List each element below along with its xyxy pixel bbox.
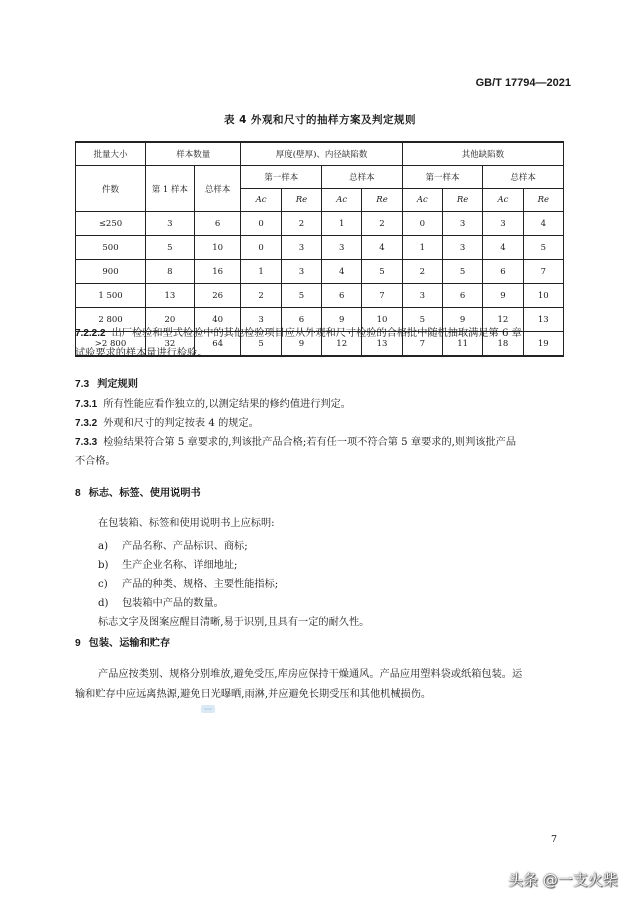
table-cell: 5 (146, 236, 195, 260)
table-cell: 0 (241, 212, 281, 236)
list-item (98, 594, 224, 609)
table-row (76, 212, 564, 236)
list-item (98, 556, 238, 571)
header-ac: Ac (483, 189, 523, 212)
table-cell: 4 (322, 260, 362, 284)
table-cell: 20 (146, 308, 195, 332)
header-pieces: 件数 (76, 166, 146, 212)
table-cell: 10 (362, 308, 402, 332)
table-cell: 18 (483, 332, 523, 357)
table-cell: 3 (402, 284, 442, 308)
table-row (76, 260, 564, 284)
table-cell: 9 (442, 308, 482, 332)
table-cell: 4 (362, 236, 402, 260)
list-marker: d) (98, 598, 109, 609)
list-marker: a) (98, 541, 109, 552)
header-first-sample: 第 1 样本 (146, 166, 195, 212)
header-ac: Ac (402, 189, 442, 212)
section-number: 7.3 (75, 379, 90, 390)
table-cell: 0 (241, 236, 281, 260)
clause-text: 外观和尺寸的判定按表 4 的规定。 (103, 418, 259, 429)
header-ac: Ac (322, 189, 362, 212)
list-marker: b) (98, 560, 109, 571)
table-row (76, 284, 564, 308)
table-cell: 10 (194, 236, 241, 260)
list-text: 包装箱中产品的数量。 (122, 598, 224, 609)
clause-7-3-3 (75, 433, 575, 453)
table-cell: 3 (442, 236, 482, 260)
clause-7-2-2-2 (75, 324, 575, 344)
table-cell: 5 (523, 236, 563, 260)
table-cell: 500 (76, 236, 146, 260)
table-cell: 64 (194, 332, 241, 357)
header-thickness-first-sample: 第一样本 (241, 166, 322, 189)
table-cell: 6 (322, 284, 362, 308)
table-cell: 1 (241, 260, 281, 284)
faint-stamp-icon (200, 703, 216, 715)
table-cell: 2 (402, 260, 442, 284)
watermark: 头条 @一支火柴 (508, 871, 618, 889)
header-other-defects: 其他缺陷数 (402, 142, 563, 166)
table-cell: 10 (523, 284, 563, 308)
section-title: 判定规则 (97, 379, 138, 390)
clause-text: 检验结果符合第 5 章要求的,判该批产品合格;若有任一项不符合第 5 章要求的,则判该批产品 (103, 437, 517, 448)
header-other-total-sample: 总样本 (483, 166, 564, 189)
clause-text: 所有性能应看作独立的,以测定结果的修约值进行判定。 (103, 399, 351, 410)
list-text: 生产企业名称、详细地址; (122, 560, 238, 571)
table-cell: 16 (194, 260, 241, 284)
table-cell: 7 (402, 332, 442, 357)
table-cell: 4 (483, 236, 523, 260)
clause-number: 7.2.2.2 (75, 328, 106, 339)
header-re: Re (523, 189, 563, 212)
table-cell: 32 (146, 332, 195, 357)
standard-code: GB/T 17794—2021 (475, 77, 571, 89)
header-thickness-defects: 厚度(壁厚)、内径缺陷数 (241, 142, 402, 166)
list-item (98, 537, 248, 552)
table-cell: 6 (281, 308, 321, 332)
header-other-first-sample: 第一样本 (402, 166, 483, 189)
section-9-para-cont (75, 685, 575, 705)
table-row (76, 236, 564, 260)
list-text: 产品的种类、规格、主要性能指标; (122, 579, 279, 590)
table-cell: 0 (402, 212, 442, 236)
page-number: 7 (551, 834, 558, 845)
clause-text: 试验要求的样本量进行检验。 (75, 348, 208, 359)
table-cell: 3 (241, 308, 281, 332)
table-cell: 6 (483, 260, 523, 284)
list-text: 产品名称、产品标识、商标; (122, 541, 248, 552)
list-marker: c) (98, 579, 108, 590)
table-cell: 3 (146, 212, 195, 236)
table-cell: 6 (442, 284, 482, 308)
table-cell: 7 (362, 284, 402, 308)
paragraph-text: 标志文字及图案应醒目清晰,易于识别,且具有一定的耐久性。 (98, 617, 370, 628)
paragraph-text: 输和贮存中应远离热源,避免日光曝晒,雨淋,并应避免长期受压和其他机械损伤。 (75, 689, 432, 700)
section-9-para (98, 665, 598, 685)
table-title: 表 4 外观和尺寸的抽样方案及判定规则 (223, 114, 417, 126)
table-cell: 9 (483, 284, 523, 308)
table-cell: 9 (322, 308, 362, 332)
section-heading-8 (75, 484, 201, 499)
header-thickness-total-sample: 总样本 (322, 166, 403, 189)
table-cell: 3 (281, 236, 321, 260)
header-batch-size: 批量大小 (76, 142, 146, 166)
table-cell: 19 (523, 332, 563, 357)
table-cell: 1 500 (76, 284, 146, 308)
table-cell: 7 (523, 260, 563, 284)
table-cell: 2 (362, 212, 402, 236)
section-8-intro (98, 514, 598, 534)
table-cell: 4 (523, 212, 563, 236)
clause-number: 7.3.3 (75, 437, 98, 448)
table-cell: 13 (523, 308, 563, 332)
table-cell: 1 (322, 212, 362, 236)
table-cell: 3 (322, 236, 362, 260)
table-cell: 12 (483, 308, 523, 332)
table-cell: 5 (402, 308, 442, 332)
clause-7-3-2 (75, 414, 575, 434)
table-cell: 26 (194, 284, 241, 308)
table-cell: 3 (442, 212, 482, 236)
clause-number: 7.3.2 (75, 418, 98, 429)
header-total-sample: 总样本 (194, 166, 241, 212)
clause-number: 7.3.1 (75, 399, 98, 410)
table-cell: 8 (146, 260, 195, 284)
section-heading-9 (75, 634, 170, 649)
section-title: 包装、运输和贮存 (88, 638, 171, 649)
header-re: Re (281, 189, 321, 212)
table-cell: 2 800 (76, 308, 146, 332)
header-re: Re (362, 189, 402, 212)
header-sample-qty: 样本数量 (146, 142, 241, 166)
table-cell: 6 (194, 212, 241, 236)
section-number: 9 (75, 638, 81, 649)
paragraph-text: 在包装箱、标签和使用说明书上应标明: (98, 518, 275, 529)
section-8-outro-text (98, 613, 369, 628)
clause-text: 出厂检验和型式检验中的其他检验项目应从外观和尺寸检验的合格批中随机抽取满足第 6 章 (111, 328, 522, 339)
list-item (98, 575, 278, 590)
paragraph-text: 产品应按类别、规格分别堆放,避免受压,库房应保持干燥通风。产品应用塑料袋或纸箱包装。运 (98, 669, 523, 680)
table-cell: 11 (442, 332, 482, 357)
table-cell: 13 (146, 284, 195, 308)
table-cell: 900 (76, 260, 146, 284)
table-cell: 2 (241, 284, 281, 308)
table-cell: 9 (281, 332, 321, 357)
clause-7-3-3-cont (75, 452, 575, 472)
table-cell: 3 (281, 260, 321, 284)
clause-7-2-2-2-cont (75, 344, 575, 364)
header-re: Re (442, 189, 482, 212)
table-cell: 2 (281, 212, 321, 236)
table-cell: 5 (442, 260, 482, 284)
header-ac: Ac (241, 189, 281, 212)
section-heading-7-3 (75, 375, 138, 390)
table-cell: 5 (362, 260, 402, 284)
table-cell: >2 800 (76, 332, 146, 357)
clause-text: 不合格。 (75, 456, 116, 467)
table-cell: 13 (362, 332, 402, 357)
table-cell: ≤250 (76, 212, 146, 236)
table-cell: 3 (483, 212, 523, 236)
clause-7-3-1 (75, 395, 575, 415)
table-cell: 40 (194, 308, 241, 332)
table-cell: 1 (402, 236, 442, 260)
table-cell: 12 (322, 332, 362, 357)
section-number: 8 (75, 488, 81, 499)
table-cell: 5 (281, 284, 321, 308)
section-title: 标志、标签、使用说明书 (88, 488, 201, 499)
table-cell: 5 (241, 332, 281, 357)
